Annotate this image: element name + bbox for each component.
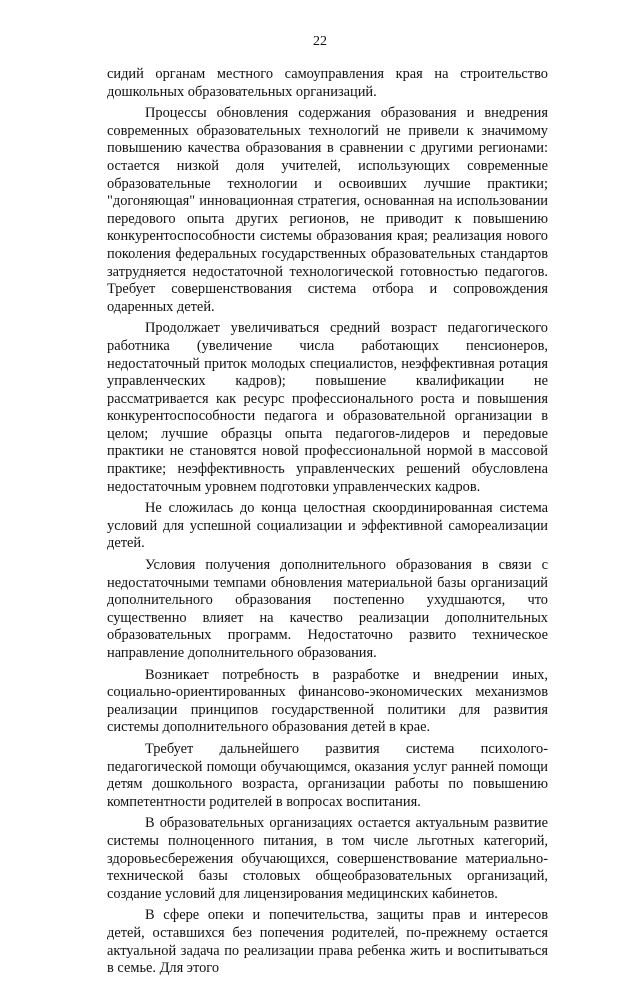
paragraph-9: В сфере опеки и попечительства, защиты прав и интересов детей, оставшихся без попечения родителей, по-прежнему остается актуальной задача по реализации права ребенка жить и воспитываться в семье. Для этого <box>107 907 548 977</box>
paragraph-6: Возникает потребность в разработке и внедрении иных, социально-ориентированных финансово-экономических механизмов реализации принципов государственной политики для развития системы дополнительного образования детей в крае. <box>107 666 548 736</box>
paragraph-4: Не сложилась до конца целостная скоординированная система условий для успешной социализации и эффективной самореализации детей. <box>107 500 548 552</box>
paragraph-3: Продолжает увеличиваться средний возраст педагогического работника (увеличение числа работающих пенсионеров, недостаточный приток молодых специалистов, неэффективная ротация управленческих кадров); повышение квалификации не рассматривается как ресурс профессионального роста и повышения конкурентоспособности педагога и образовательной организации в целом; лучшие образцы опыта педагогов-лидеров и передовые практики не становятся новой профессиональной нормой в массовой практике; неэффективность управленческих решений обусловлена недостаточным уровнем подготовки управленческих кадров. <box>107 320 548 495</box>
paragraph-1: сидий органам местного самоуправления края на строительство дошкольных образовательных организаций. <box>107 66 548 100</box>
document-body <box>107 66 548 982</box>
paragraph-2: Процессы обновления содержания образования и внедрения современных образовательных технологий не привели к значимому повышению качества образования в сравнении с другими регионами: остается низкой доля учителей, использующих современные образовательные технологии и освоивших лучшие практики; "догоняющая" инновационная стратегия, основанная на использовании передового опыта других регионов, не приводит к повышению конкурентоспособности системы образования края; реализация нового поколения федеральных государственных образовательных стандартов затрудняется недостаточной технологической готовностью педагогов. Требует совершенствования система отбора и сопровождения одаренных детей. <box>107 105 548 315</box>
paragraph-5: Условия получения дополнительного образования в связи с недостаточными темпами обновления материальной базы организаций дополнительного образования постепенно ухудшаются, что существенно влияет на качество реализации дополнительных образовательных программ. Недостаточно развито техническое направление дополнительного образования. <box>107 557 548 661</box>
paragraph-8: В образовательных организациях остается актуальным развитие системы полноценного питания, в том числе льготных категорий, здоровьесбережения обучающихся, совершенствование материально-технической базы столовых общеобразовательных организаций, создание условий для лицензирования медицинских кабинетов. <box>107 815 548 902</box>
paragraph-7: Требует дальнейшего развития система психолого-педагогической помощи обучающимся, оказания услуг ранней помощи детям дошкольного возраста, организации работы по повышению компетентности родителей в вопросах воспитания. <box>107 740 548 810</box>
page-number: 22 <box>313 34 327 49</box>
